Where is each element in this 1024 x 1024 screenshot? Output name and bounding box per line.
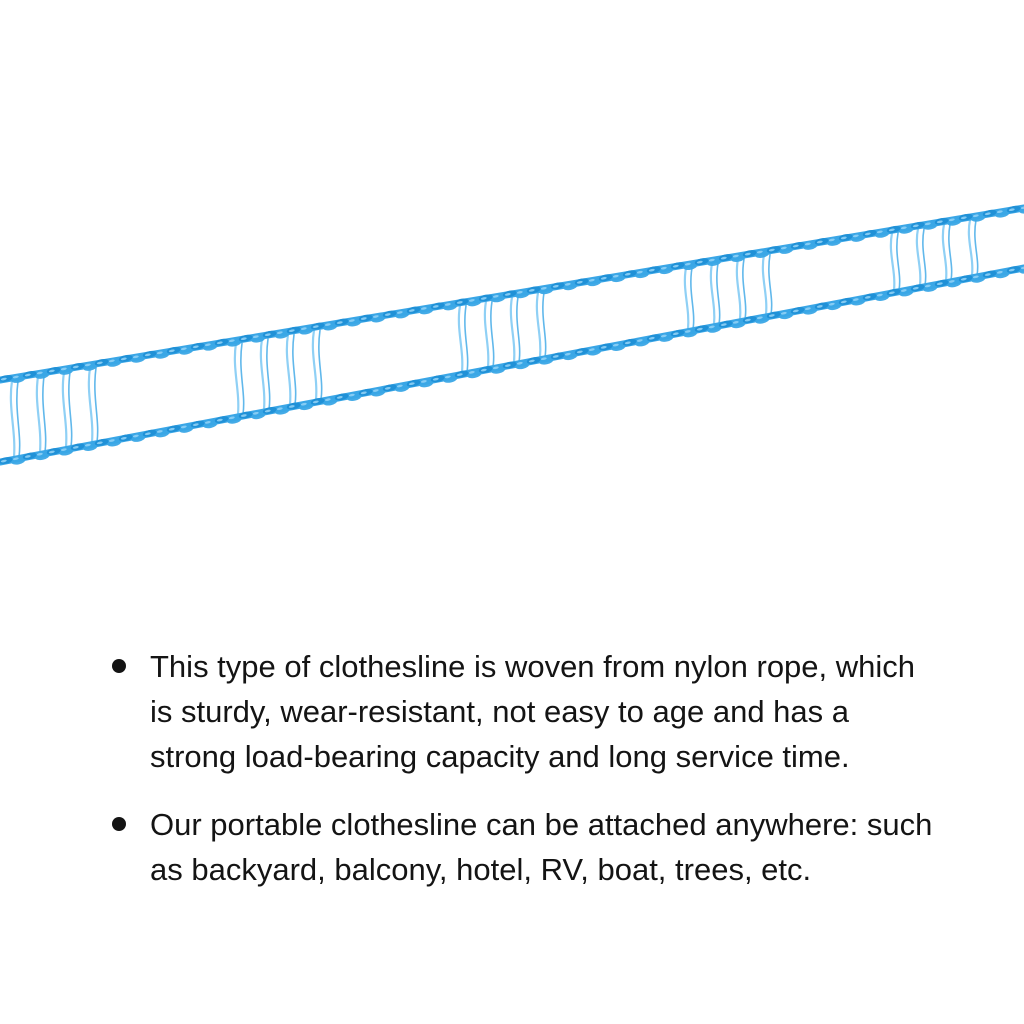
rope-rung <box>261 339 264 409</box>
rope-rung <box>17 381 20 457</box>
rope-rung <box>743 259 746 319</box>
rope-rung <box>287 335 290 405</box>
rope-rung <box>975 220 978 275</box>
rope-rung <box>685 268 688 329</box>
rope-rung <box>267 339 270 409</box>
rope-rung <box>511 297 514 362</box>
rope-rung <box>319 330 322 399</box>
rope-rung <box>537 293 540 357</box>
rope-rung <box>235 343 238 414</box>
rope-rung <box>241 343 244 414</box>
feature-bullet-text: Our portable clothesline can be attached anywhere: such as backyard, balcony, hotel, RV, boat, trees, etc. <box>150 807 933 887</box>
rope-rung <box>293 335 296 405</box>
rope-rung <box>517 297 520 362</box>
rope-rung <box>63 372 66 447</box>
rope-rung <box>943 224 946 280</box>
rope-rung <box>897 233 900 290</box>
bullet-dot-icon <box>112 817 126 831</box>
rope-rung <box>69 372 72 447</box>
feature-bullet-list <box>0 644 1024 915</box>
rope-ladder-rungs <box>11 220 978 457</box>
rope-rung <box>313 330 316 399</box>
rope-rung <box>891 233 894 290</box>
rope-rung <box>969 220 972 275</box>
rope-rung <box>465 306 468 372</box>
rope-rung <box>459 306 462 372</box>
rope-rung <box>691 268 694 329</box>
bullet-dot-icon <box>112 659 126 673</box>
feature-bullet-text: This type of clothesline is woven from nylon rope, which is sturdy, wear-resistant, not easy to age and has a strong load-bearing capacity and long service time. <box>150 649 916 774</box>
rope-rung <box>37 377 40 452</box>
rope-rung <box>485 301 488 367</box>
feature-bullet-2 <box>0 802 1024 892</box>
rope-rung <box>543 293 546 357</box>
rope-rung <box>763 255 766 315</box>
rope-rung <box>737 259 740 319</box>
rope-rung <box>923 229 926 285</box>
rope-rung <box>95 368 98 442</box>
rope-rung <box>949 224 952 280</box>
rope-rung <box>43 377 46 452</box>
rope-rung <box>917 229 920 285</box>
rope-rung <box>89 368 92 442</box>
rope-rung <box>769 255 772 315</box>
rope-rung <box>717 263 720 324</box>
rope-rung <box>491 301 494 367</box>
feature-bullet-1 <box>0 644 1024 779</box>
rope-rung <box>711 263 714 324</box>
rope-rung <box>11 381 14 457</box>
